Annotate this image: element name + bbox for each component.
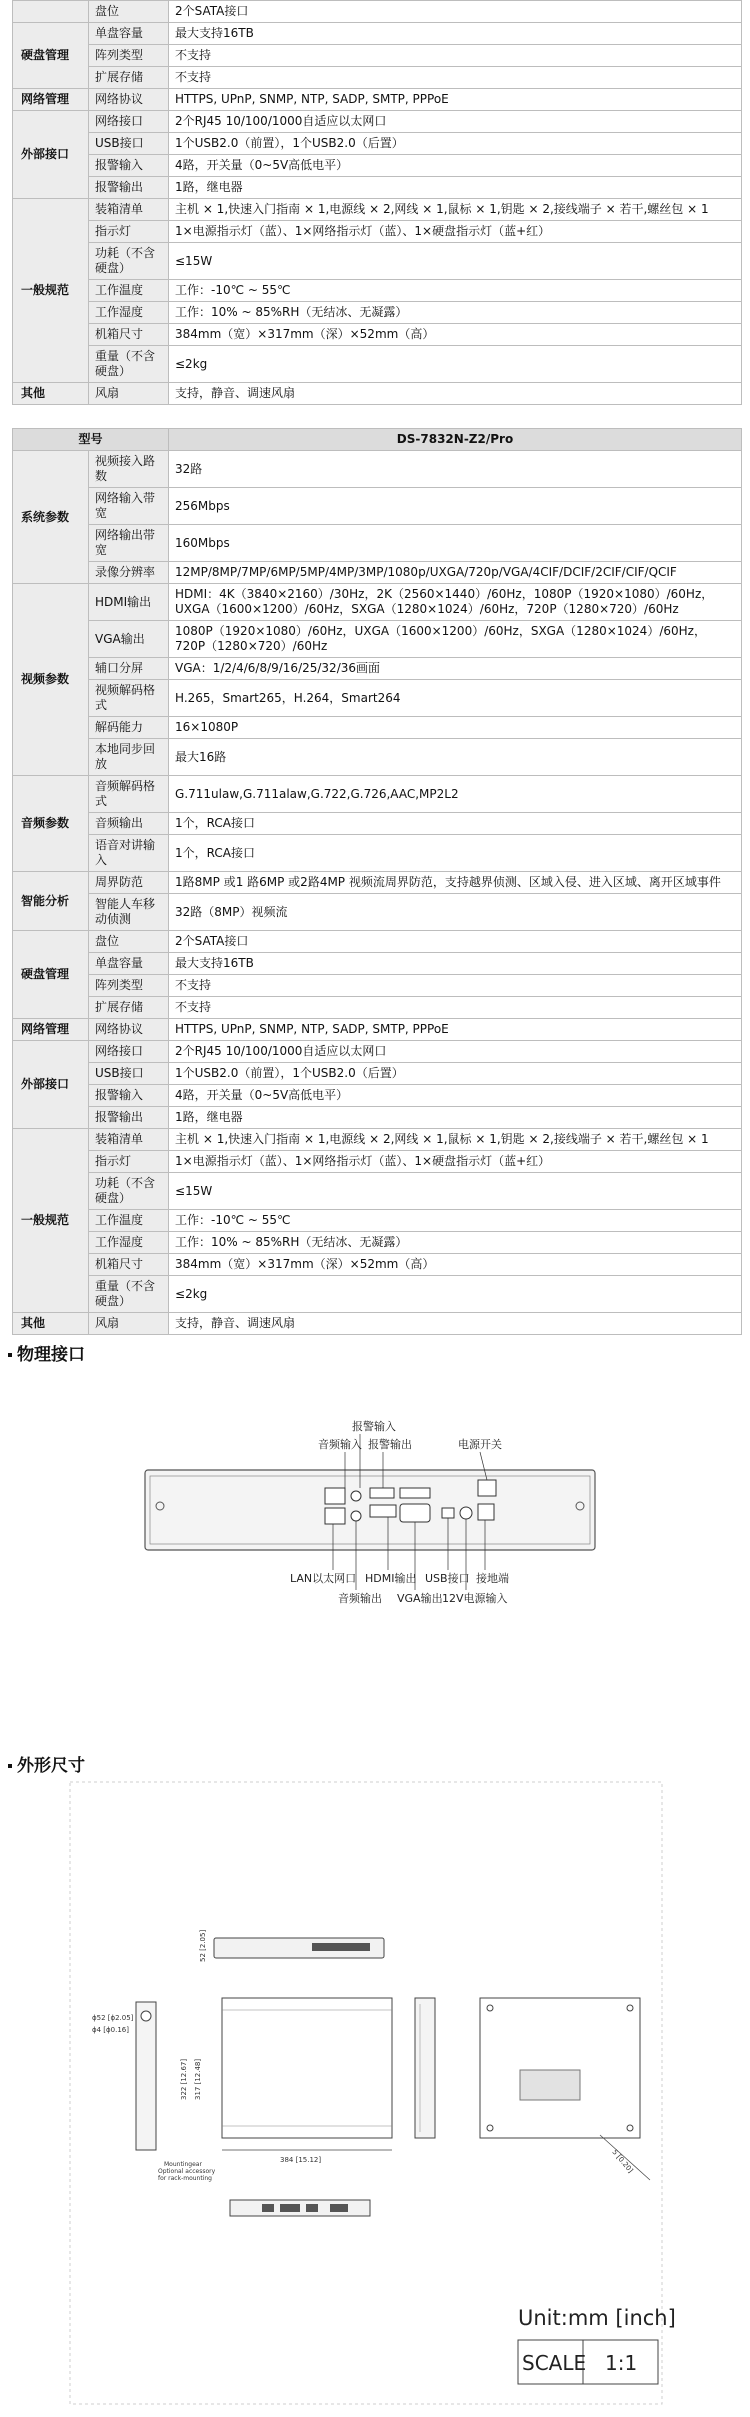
category-cell: 其他 [13, 383, 89, 405]
value-cell: ≤2kg [169, 1276, 742, 1313]
value-cell: G.711ulaw,G.711alaw,G.722,G.726,AAC,MP2L2 [169, 776, 742, 813]
label-cell: 功耗（不含硬盘） [89, 1173, 169, 1210]
value-cell: 工作：10% ~ 85%RH（无结冰、无凝露） [169, 1232, 742, 1254]
category-cell: 一般规范 [13, 1129, 89, 1313]
table-row [13, 23, 742, 45]
category-cell: 音频参数 [13, 776, 89, 872]
label-cell: 网络输入带宽 [89, 488, 169, 525]
value-cell: 16×1080P [169, 717, 742, 739]
value-cell: 工作：10% ~ 85%RH（无结冰、无凝露） [169, 302, 742, 324]
category-cell [13, 1, 89, 23]
table-row [13, 739, 742, 776]
label-cell: 工作湿度 [89, 1232, 169, 1254]
dim-height: 52 [2.05] [199, 1929, 207, 1962]
table-row [13, 1254, 742, 1276]
category-cell: 系统参数 [13, 451, 89, 584]
label-hdmi: HDMI输出 [365, 1572, 417, 1585]
label-cell: USB接口 [89, 133, 169, 155]
value-cell: 384mm（宽）×317mm（深）×52mm（高） [169, 1254, 742, 1276]
table-row [13, 835, 742, 872]
label-cell: 装箱清单 [89, 1129, 169, 1151]
value-cell: 不支持 [169, 975, 742, 997]
table-row [13, 872, 742, 894]
label-usb: USB接口 [425, 1572, 470, 1585]
table-row [13, 177, 742, 199]
value-cell: 1路，继电器 [169, 177, 742, 199]
value-cell: 32路 [169, 451, 742, 488]
table-row [13, 1151, 742, 1173]
value-cell: 2个SATA接口 [169, 1, 742, 23]
label-vga: VGA输出 [397, 1592, 443, 1605]
table-row [13, 324, 742, 346]
value-cell: HTTPS, UPnP, SNMP, NTP, SADP, SMTP, PPPoE [169, 1019, 742, 1041]
label-cell: USB接口 [89, 1063, 169, 1085]
label-cell: 风扇 [89, 383, 169, 405]
table-row [13, 680, 742, 717]
label-cell: 解码能力 [89, 717, 169, 739]
value-cell: H.265，Smart265，H.264，Smart264 [169, 680, 742, 717]
table-row [13, 346, 742, 383]
bullet-icon [8, 1353, 12, 1357]
table-row [13, 1129, 742, 1151]
label-cell: 工作湿度 [89, 302, 169, 324]
label-cell: 单盘容量 [89, 953, 169, 975]
value-cell: 4路，开关量（0~5V高低电平） [169, 155, 742, 177]
label-cell: 风扇 [89, 1313, 169, 1335]
header-label: 型号 [13, 429, 169, 451]
label-cell: 功耗（不含硬盘） [89, 243, 169, 280]
label-cell: 装箱清单 [89, 199, 169, 221]
table-row [13, 1, 742, 23]
table-row [13, 155, 742, 177]
table-row [13, 451, 742, 488]
label-cell: 录像分辨率 [89, 562, 169, 584]
value-cell: 1个USB2.0（前置），1个USB2.0（后置） [169, 133, 742, 155]
label-cell: VGA输出 [89, 621, 169, 658]
category-cell: 其他 [13, 1313, 89, 1335]
table-header-row [13, 429, 742, 451]
label-cell: 网络输出带宽 [89, 525, 169, 562]
label-power-switch: 电源开关 [458, 1438, 502, 1451]
category-cell: 硬盘管理 [13, 23, 89, 89]
mount-note-2: Optional accessory [158, 2168, 216, 2175]
label-cell: 阵列类型 [89, 45, 169, 67]
label-alarm-in: 报警输入 [352, 1420, 396, 1433]
value-cell: ≤15W [169, 243, 742, 280]
rear-panel-diagram [0, 1410, 750, 1630]
dim-diag: ϕ52 [ϕ2.05] [92, 2014, 134, 2022]
table-row [13, 931, 742, 953]
value-cell: 支持，静音、调速风扇 [169, 383, 742, 405]
value-cell: 不支持 [169, 997, 742, 1019]
value-cell: 4路，开关量（0~5V高低电平） [169, 1085, 742, 1107]
label-cell: 阵列类型 [89, 975, 169, 997]
label-cell: HDMI输出 [89, 584, 169, 621]
category-cell: 视频参数 [13, 584, 89, 776]
value-cell: 12MP/8MP/7MP/6MP/5MP/4MP/3MP/1080p/UXGA/720p/VGA/4CIF/DCIF/2CIF/CIF/QCIF [169, 562, 742, 584]
table-row [13, 813, 742, 835]
label-cell: 盘位 [89, 931, 169, 953]
value-cell: 支持，静音、调速风扇 [169, 1313, 742, 1335]
value-cell: 不支持 [169, 67, 742, 89]
table-row [13, 1063, 742, 1085]
value-cell: 1×电源指示灯（蓝）、1×网络指示灯（蓝）、1×硬盘指示灯（蓝+红） [169, 1151, 742, 1173]
table-row [13, 383, 742, 405]
value-cell: 1080P（1920×1080）/60Hz，UXGA（1600×1200）/60Hz，SXGA（1280×1024）/60Hz，720P（1280×720）/60Hz [169, 621, 742, 658]
value-cell: 1个USB2.0（前置），1个USB2.0（后置） [169, 1063, 742, 1085]
label-audio-in: 音频输入 [318, 1438, 362, 1451]
bullet-icon [8, 1764, 12, 1768]
value-cell: 工作：-10℃ ~ 55℃ [169, 280, 742, 302]
value-cell: 最大支持16TB [169, 953, 742, 975]
label-power-12v: 12V电源输入 [442, 1592, 508, 1605]
scale-label: SCALE [522, 2351, 587, 2375]
unit-label: Unit:mm [inch] [518, 2306, 676, 2330]
table-row [13, 133, 742, 155]
value-cell: 2个RJ45 10/100/1000自适应以太网口 [169, 1041, 742, 1063]
value-cell: ≤15W [169, 1173, 742, 1210]
value-cell: HDMI：4K（3840×2160）/30Hz，2K（2560×1440）/60Hz，1080P（1920×1080）/60Hz，UXGA（1600×1200）/60Hz，SXGA（1280×1024）/60Hz，720P（1280×720）/60Hz [169, 584, 742, 621]
label-cell: 重量（不含硬盘） [89, 1276, 169, 1313]
label-cell: 指示灯 [89, 221, 169, 243]
table-row [13, 45, 742, 67]
table-row [13, 243, 742, 280]
value-cell: 主机 × 1,快速入门指南 × 1,电源线 × 2,网线 × 1,鼠标 × 1,钥匙 × 2,接线端子 × 若干,螺丝包 × 1 [169, 1129, 742, 1151]
label-cell: 报警输出 [89, 177, 169, 199]
value-cell: 主机 × 1,快速入门指南 × 1,电源线 × 2,网线 × 1,鼠标 × 1,钥匙 × 2,接线端子 × 若干,螺丝包 × 1 [169, 199, 742, 221]
header-value: DS-7832N-Z2/Pro [169, 429, 742, 451]
table-row [13, 1173, 742, 1210]
value-cell: 1×电源指示灯（蓝）、1×网络指示灯（蓝）、1×硬盘指示灯（蓝+红） [169, 221, 742, 243]
table-row [13, 89, 742, 111]
table-row [13, 199, 742, 221]
table-row [13, 1041, 742, 1063]
label-cell: 网络协议 [89, 89, 169, 111]
table-row [13, 1019, 742, 1041]
dim-diag2: ϕ4 [ϕ0.16] [92, 2026, 129, 2034]
label-audio-out: 音频输出 [338, 1592, 382, 1605]
table-row [13, 975, 742, 997]
label-cell: 辅口分屏 [89, 658, 169, 680]
scale-value: 1:1 [605, 2351, 638, 2375]
label-cell: 网络协议 [89, 1019, 169, 1041]
label-cell: 视频解码格式 [89, 680, 169, 717]
table-row [13, 1276, 742, 1313]
category-cell: 外部接口 [13, 111, 89, 199]
table-row [13, 1313, 742, 1335]
table-row [13, 302, 742, 324]
table-row [13, 280, 742, 302]
label-cell: 网络接口 [89, 1041, 169, 1063]
value-cell: ≤2kg [169, 346, 742, 383]
label-cell: 报警输出 [89, 1107, 169, 1129]
label-alarm-out: 报警输出 [368, 1438, 412, 1451]
value-cell: 不支持 [169, 45, 742, 67]
table-row [13, 67, 742, 89]
spec-table-1 [12, 0, 742, 405]
value-cell: 最大支持16TB [169, 23, 742, 45]
label-cell: 工作温度 [89, 280, 169, 302]
value-cell: 32路（8MP）视频流 [169, 894, 742, 931]
value-cell: 160Mbps [169, 525, 742, 562]
table-row [13, 1210, 742, 1232]
label-cell: 机箱尺寸 [89, 1254, 169, 1276]
label-cell: 扩展存储 [89, 997, 169, 1019]
label-cell: 指示灯 [89, 1151, 169, 1173]
section-title-text: 物理接口 [17, 1345, 85, 1365]
label-cell: 工作温度 [89, 1210, 169, 1232]
table-row [13, 894, 742, 931]
label-cell: 机箱尺寸 [89, 324, 169, 346]
dimension-drawing [0, 1780, 750, 2410]
label-cell: 智能人车移动侦测 [89, 894, 169, 931]
table-row [13, 562, 742, 584]
mount-note-1: Mountingear [164, 2161, 202, 2168]
value-cell: 工作：-10℃ ~ 55℃ [169, 1210, 742, 1232]
value-cell: HTTPS, UPnP, SNMP, NTP, SADP, SMTP, PPPoE [169, 89, 742, 111]
value-cell: 256Mbps [169, 488, 742, 525]
value-cell: 2个SATA接口 [169, 931, 742, 953]
label-cell: 报警输入 [89, 155, 169, 177]
label-cell: 视频接入路数 [89, 451, 169, 488]
table-row [13, 221, 742, 243]
table-row [13, 776, 742, 813]
value-cell: 1个，RCA接口 [169, 835, 742, 872]
dim-side: 5 [0.20] [610, 2148, 635, 2175]
table-row [13, 1085, 742, 1107]
label-cell: 盘位 [89, 1, 169, 23]
category-cell: 硬盘管理 [13, 931, 89, 1019]
section-title-dimension [8, 1751, 85, 1776]
label-cell: 音频解码格式 [89, 776, 169, 813]
table-row [13, 621, 742, 658]
category-cell: 智能分析 [13, 872, 89, 931]
spec-table-2 [12, 428, 742, 1335]
section-title-text: 外形尺寸 [17, 1756, 85, 1776]
value-cell: 2个RJ45 10/100/1000自适应以太网口 [169, 111, 742, 133]
table-row [13, 525, 742, 562]
label-cell: 报警输入 [89, 1085, 169, 1107]
label-cell: 网络接口 [89, 111, 169, 133]
table-row [13, 1232, 742, 1254]
value-cell: 384mm（宽）×317mm（深）×52mm（高） [169, 324, 742, 346]
dim-width: 384 [15.12] [280, 2156, 322, 2164]
label-cell: 重量（不含硬盘） [89, 346, 169, 383]
category-cell: 外部接口 [13, 1041, 89, 1129]
table-row [13, 488, 742, 525]
table-row [13, 658, 742, 680]
label-ground: 接地端 [476, 1572, 509, 1585]
table-row [13, 717, 742, 739]
dim-depth2: 317 [12.48] [194, 2058, 202, 2100]
category-cell: 一般规范 [13, 199, 89, 383]
label-cell: 单盘容量 [89, 23, 169, 45]
section-title-physical [8, 1340, 85, 1365]
value-cell: 1路，继电器 [169, 1107, 742, 1129]
value-cell: 最大16路 [169, 739, 742, 776]
label-cell: 音频输出 [89, 813, 169, 835]
table-row [13, 997, 742, 1019]
mount-note-3: for rack-mounting [158, 2175, 212, 2182]
table-row [13, 953, 742, 975]
label-cell: 周界防范 [89, 872, 169, 894]
label-cell: 语音对讲输入 [89, 835, 169, 872]
label-cell: 本地同步回放 [89, 739, 169, 776]
table-row [13, 584, 742, 621]
label-lan: LAN以太网口 [290, 1572, 357, 1585]
value-cell: VGA：1/2/4/6/8/9/16/25/32/36画面 [169, 658, 742, 680]
label-cell: 扩展存储 [89, 67, 169, 89]
value-cell: 1个，RCA接口 [169, 813, 742, 835]
value-cell: 1路8MP 或1 路6MP 或2路4MP 视频流周界防范，支持越界侦测、区域入侵、进入区域、离开区域事件 [169, 872, 742, 894]
category-cell: 网络管理 [13, 89, 89, 111]
table-row [13, 1107, 742, 1129]
dim-depth1: 322 [12.67] [180, 2058, 188, 2100]
category-cell: 网络管理 [13, 1019, 89, 1041]
table-row [13, 111, 742, 133]
